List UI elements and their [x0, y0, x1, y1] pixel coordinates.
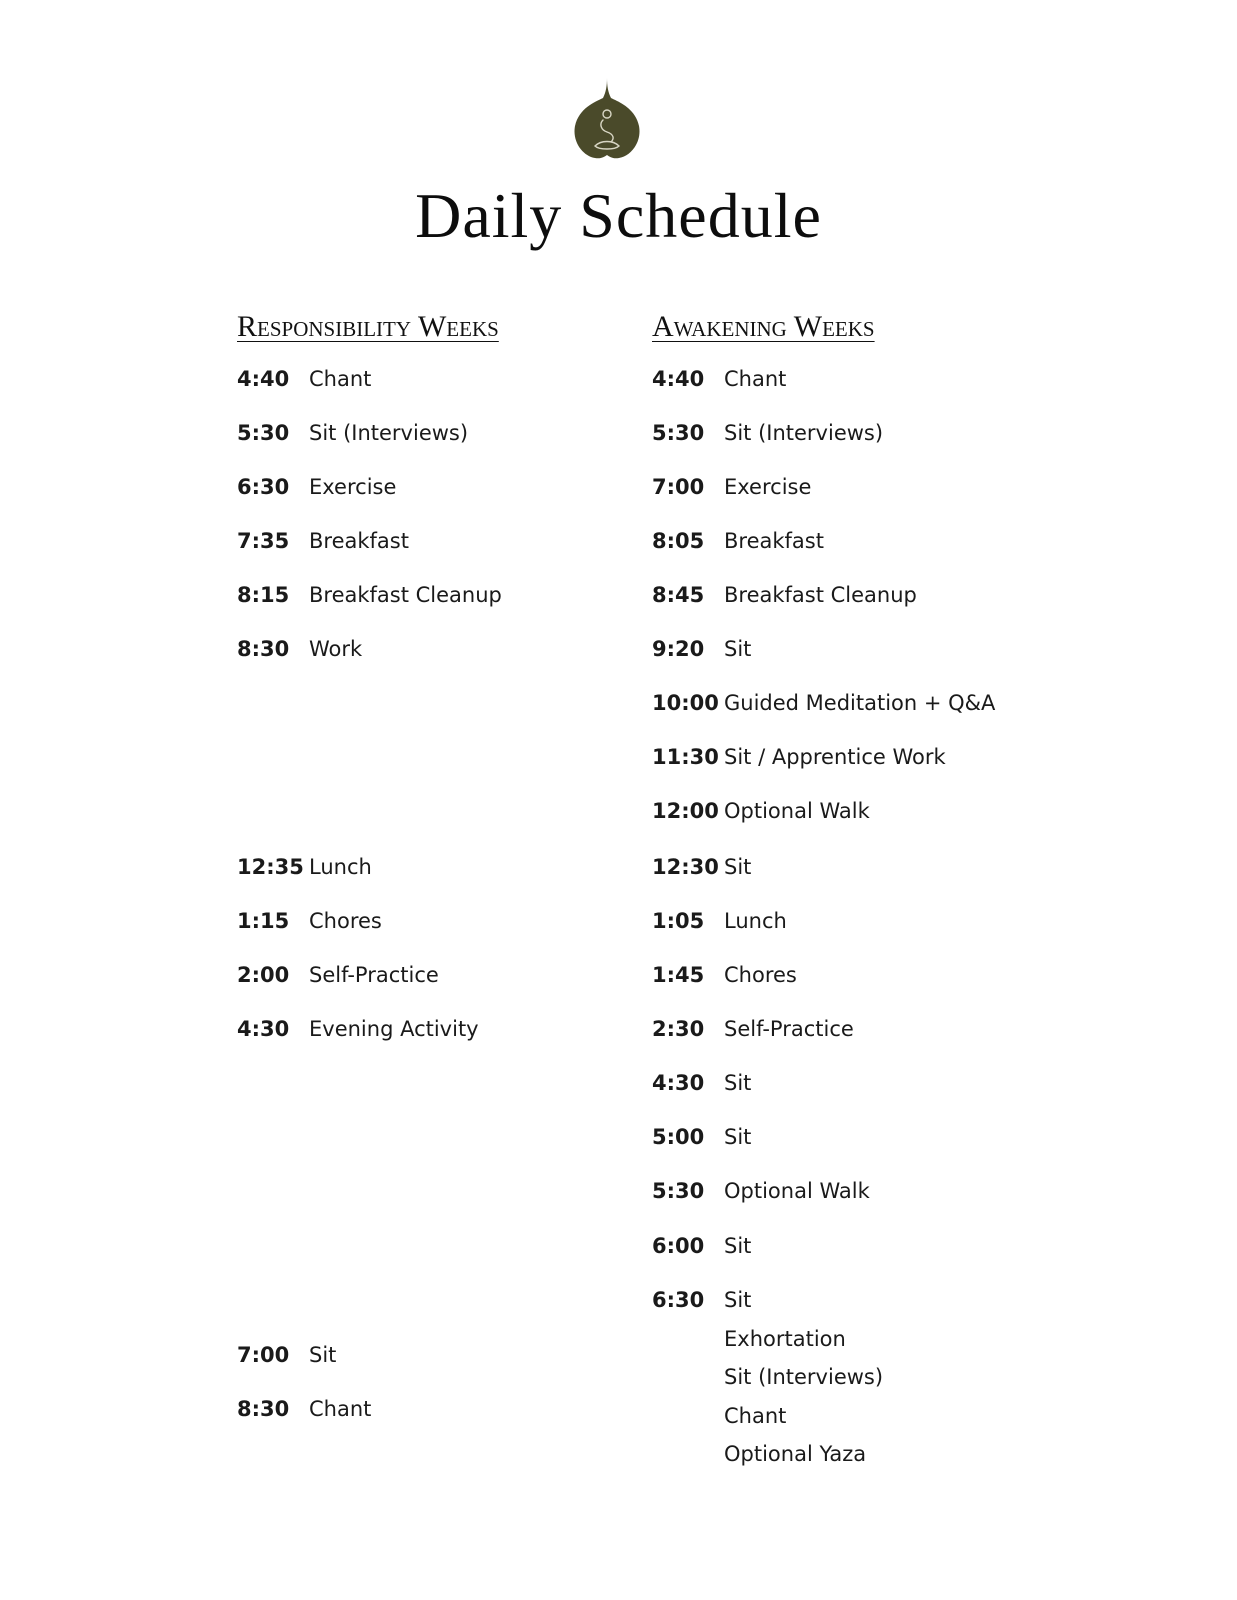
schedule-time: 12:30: [652, 855, 719, 879]
schedule-time: 4:30: [237, 1017, 290, 1041]
schedule-time: 5:30: [652, 1179, 705, 1203]
schedule-time: 8:05: [652, 529, 705, 553]
schedule-time: 8:30: [237, 637, 290, 661]
schedule-time: 8:30: [237, 1397, 290, 1421]
schedule-time: 5:00: [652, 1125, 705, 1149]
evening-item: Optional Yaza: [724, 1442, 867, 1466]
schedule-activity: Sit: [724, 1288, 752, 1312]
schedule-time: 4:40: [652, 367, 705, 391]
awakening-weeks-heading: Awakening Weeks: [652, 310, 875, 343]
schedule-time: 6:30: [237, 475, 290, 499]
evening-item: Sit (Interviews): [724, 1365, 884, 1389]
schedule-activity: Optional Walk: [724, 1179, 870, 1203]
schedule-activity: Lunch: [724, 909, 787, 933]
schedule-activity: Breakfast Cleanup: [724, 583, 917, 607]
schedule-activity: Chant: [724, 367, 787, 391]
schedule-activity: Self-Practice: [309, 963, 439, 987]
schedule-activity: Sit: [309, 1343, 337, 1367]
schedule-activity: Sit: [724, 1125, 752, 1149]
schedule-time: 4:30: [652, 1071, 705, 1095]
schedule-activity: Sit: [724, 1234, 752, 1258]
schedule-time: 2:00: [237, 963, 290, 987]
responsibility-weeks-column: [237, 306, 502, 1421]
evening-item: Exhortation: [724, 1327, 846, 1351]
schedule-time: 9:20: [652, 637, 705, 661]
schedule-time: 10:00: [652, 691, 719, 715]
schedule-time: 5:30: [237, 421, 290, 445]
schedule-time: 11:30: [652, 745, 719, 769]
schedule-time: 8:15: [237, 583, 290, 607]
schedule-activity: Sit / Apprentice Work: [724, 745, 946, 769]
schedule-time: 5:30: [652, 421, 705, 445]
schedule-time: 12:35: [237, 855, 304, 879]
schedule-activity: Chant: [309, 1397, 372, 1421]
schedule-activity: Self-Practice: [724, 1017, 854, 1041]
schedule-time: 7:35: [237, 529, 290, 553]
schedule-time: 2:30: [652, 1017, 705, 1041]
schedule-activity: Optional Walk: [724, 799, 870, 823]
schedule-time: 6:00: [652, 1234, 705, 1258]
schedule-activity: Exercise: [724, 475, 812, 499]
schedule-activity: Chores: [309, 909, 382, 933]
schedule-time: 1:45: [652, 963, 705, 987]
schedule-activity: Evening Activity: [309, 1017, 479, 1041]
schedule-time: 7:00: [237, 1343, 290, 1367]
schedule-activity: Breakfast Cleanup: [309, 583, 502, 607]
schedule-activity: Work: [309, 637, 363, 661]
evening-item: Chant: [724, 1404, 787, 1428]
bodhi-leaf-meditator-icon: [573, 76, 641, 162]
schedule-time: 8:45: [652, 583, 705, 607]
schedule-activity: Sit: [724, 1071, 752, 1095]
schedule-time: 1:15: [237, 909, 290, 933]
schedule-activity: Lunch: [309, 855, 372, 879]
schedule-activity: Exercise: [309, 475, 397, 499]
responsibility-weeks-heading: Responsibility Weeks: [237, 310, 499, 343]
schedule-activity: Sit: [724, 637, 752, 661]
schedule-time: 1:05: [652, 909, 705, 933]
schedule-time: 12:00: [652, 799, 719, 823]
schedule-time: 4:40: [237, 367, 290, 391]
awakening-weeks-column: [652, 306, 996, 1466]
page-title: Daily Schedule: [415, 180, 822, 251]
schedule-time: 6:30: [652, 1288, 705, 1312]
schedule-activity: Sit (Interviews): [309, 421, 469, 445]
schedule-activity: Sit: [724, 855, 752, 879]
schedule-activity: Breakfast: [309, 529, 409, 553]
schedule-activity: Guided Meditation + Q&A: [724, 691, 996, 715]
schedule-activity: Breakfast: [724, 529, 824, 553]
schedule-activity: Sit (Interviews): [724, 421, 884, 445]
schedule-activity: Chores: [724, 963, 797, 987]
schedule-time: 7:00: [652, 475, 705, 499]
schedule-activity: Chant: [309, 367, 372, 391]
